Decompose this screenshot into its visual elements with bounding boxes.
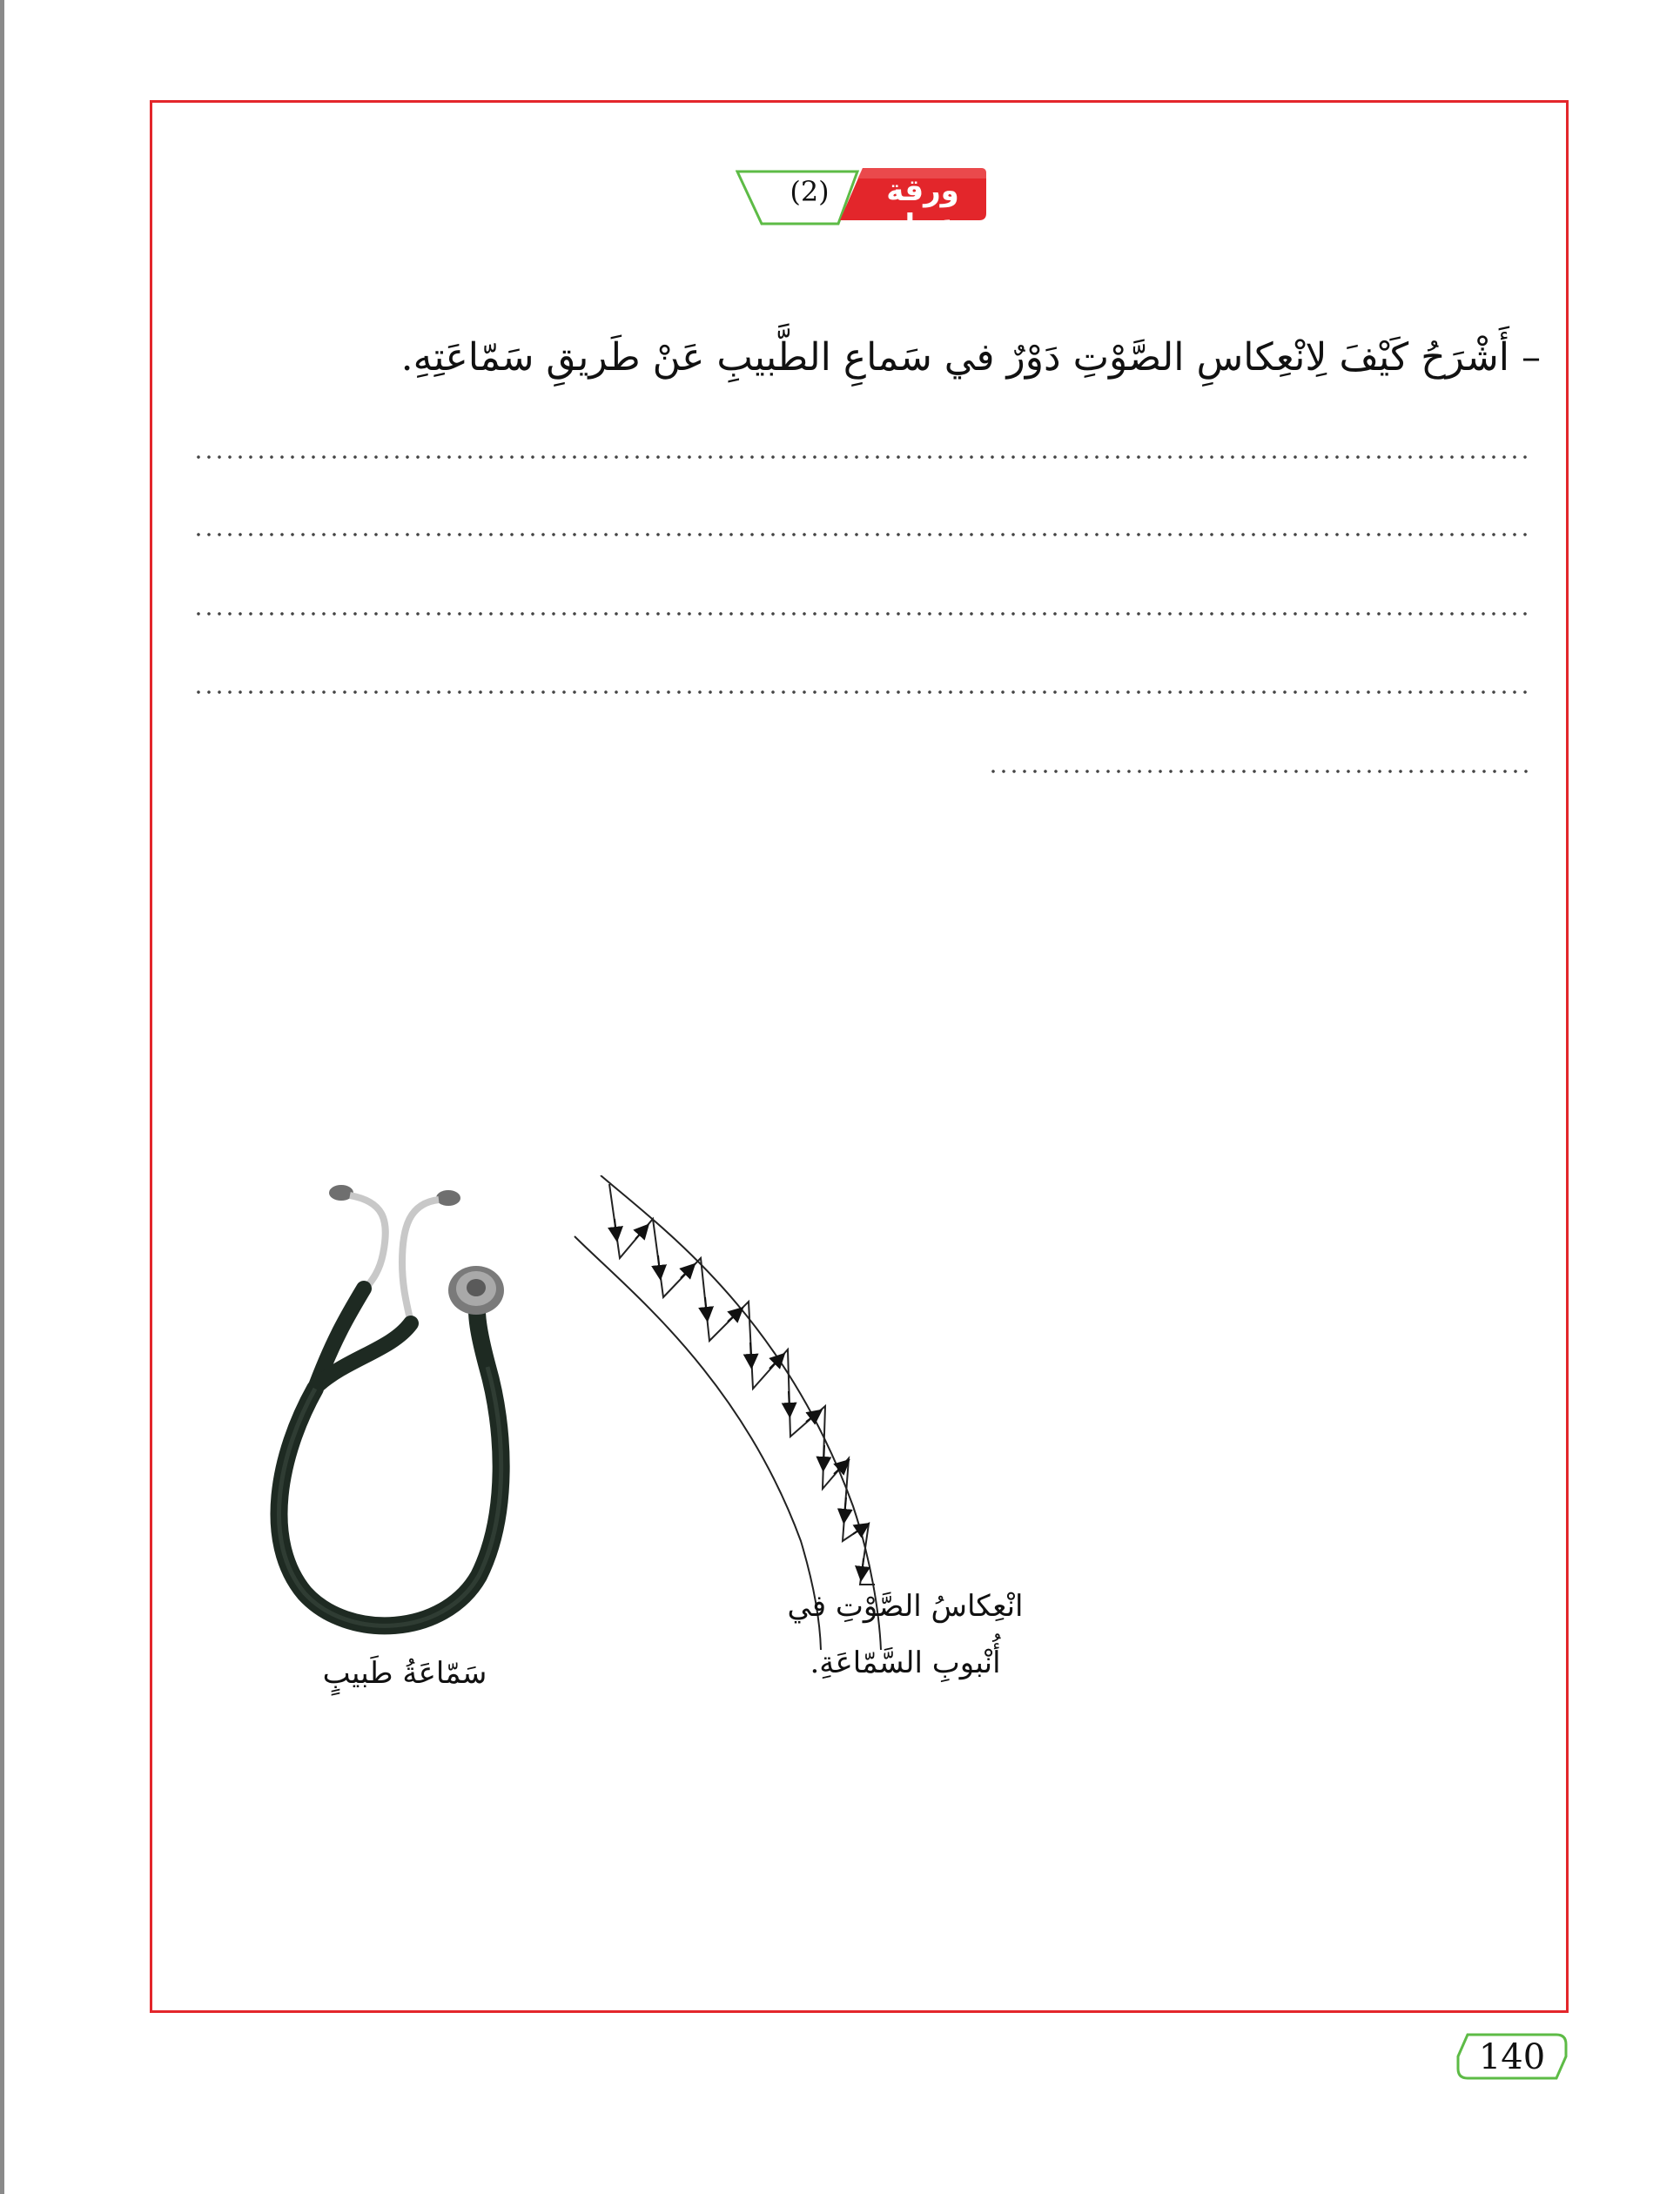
- page-number-box: [1455, 2032, 1569, 2081]
- answer-line[interactable]: [193, 533, 1529, 536]
- worksheet-label: ورقة عمل: [886, 173, 959, 243]
- reflection-caption-line2: أُنْبوبِ السَّمّاعَةِ.: [810, 1646, 1001, 1680]
- worksheet-badge: [736, 159, 988, 243]
- answer-line[interactable]: [988, 770, 1529, 773]
- answer-line[interactable]: [193, 455, 1529, 459]
- page-number: 140: [1478, 2037, 1546, 2077]
- answer-line[interactable]: [193, 690, 1529, 694]
- stethoscope-image: [252, 1167, 601, 1637]
- stethoscope-caption: سَمّاعَةُ طَبيبٍ: [322, 1656, 487, 1691]
- worksheet-number: (2): [790, 175, 830, 208]
- reflection-caption-line1: انْعِكاسُ الصَّوْتِ في: [787, 1589, 1024, 1624]
- worksheet-frame: [150, 100, 1569, 2013]
- page-edge: [0, 0, 4, 2194]
- question-text: – أَشْرَحُ كَيْفَ لِانْعِكاسِ الصَّوْتِ دَوْرٌ في سَماعِ الطَّبيبِ عَنْ طَريقِ سَمّاعَتِهِ.: [400, 335, 1541, 380]
- answer-line[interactable]: [193, 612, 1529, 616]
